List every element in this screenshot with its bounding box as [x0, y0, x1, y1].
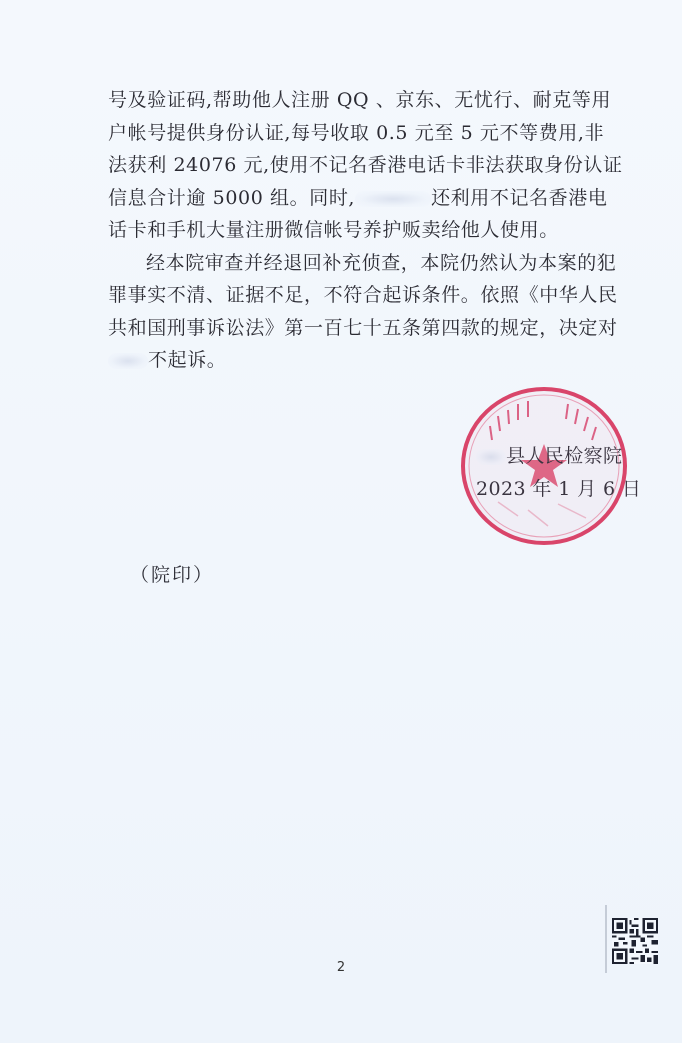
paragraph-1-line-2: 户帐号提供身份认证,每号收取 0.5 元至 5 元不等费用,非	[108, 121, 605, 144]
paragraph-1-line-4-start: 信息合计逾 5000 组。同时,	[108, 186, 356, 209]
paragraph-1-line-3: 法获利 24076 元,使用不记名香港电话卡非法获取身份认证	[108, 154, 623, 176]
redacted-county	[476, 449, 506, 465]
signature-date: 2023 年 1 月 6 日	[476, 478, 642, 500]
organization-name: 县人民检察院	[506, 445, 623, 467]
signature-organization	[470, 440, 640, 473]
paragraph-2-line-3: 共和国刑事诉讼法》第一百七十五条第四款的规定，决定对	[108, 316, 618, 339]
page-number: 2	[336, 960, 346, 975]
document-body	[108, 84, 623, 377]
paragraph-2-line-4-text: 不起诉。	[148, 349, 227, 371]
paragraph-2-line-1: 经本院审查并经退回补充侦查，本院仍然认为本案的犯	[146, 251, 617, 274]
paragraph-1-line-1: 号及验证码,帮助他人注册 QQ 、京东、无忧行、耐克等用	[108, 89, 612, 111]
paragraph-2-line-2: 罪事实不清、证据不足，不符合起诉条件。依照《中华人民	[108, 284, 618, 306]
signature-block	[470, 440, 640, 506]
qr-code-icon	[612, 918, 658, 964]
paragraph-1-line-4-end: 还利用不记名香港电	[431, 186, 608, 209]
redacted-name	[108, 353, 148, 369]
seal-label: （院印）	[130, 564, 215, 586]
paragraph-1-line-4	[108, 182, 618, 215]
redacted-name	[355, 191, 431, 207]
paragraph-2-line-4	[108, 344, 618, 377]
paragraph-1-line-5: 话卡和手机大量注册微信帐号养护贩卖给他人使用。	[108, 219, 559, 241]
